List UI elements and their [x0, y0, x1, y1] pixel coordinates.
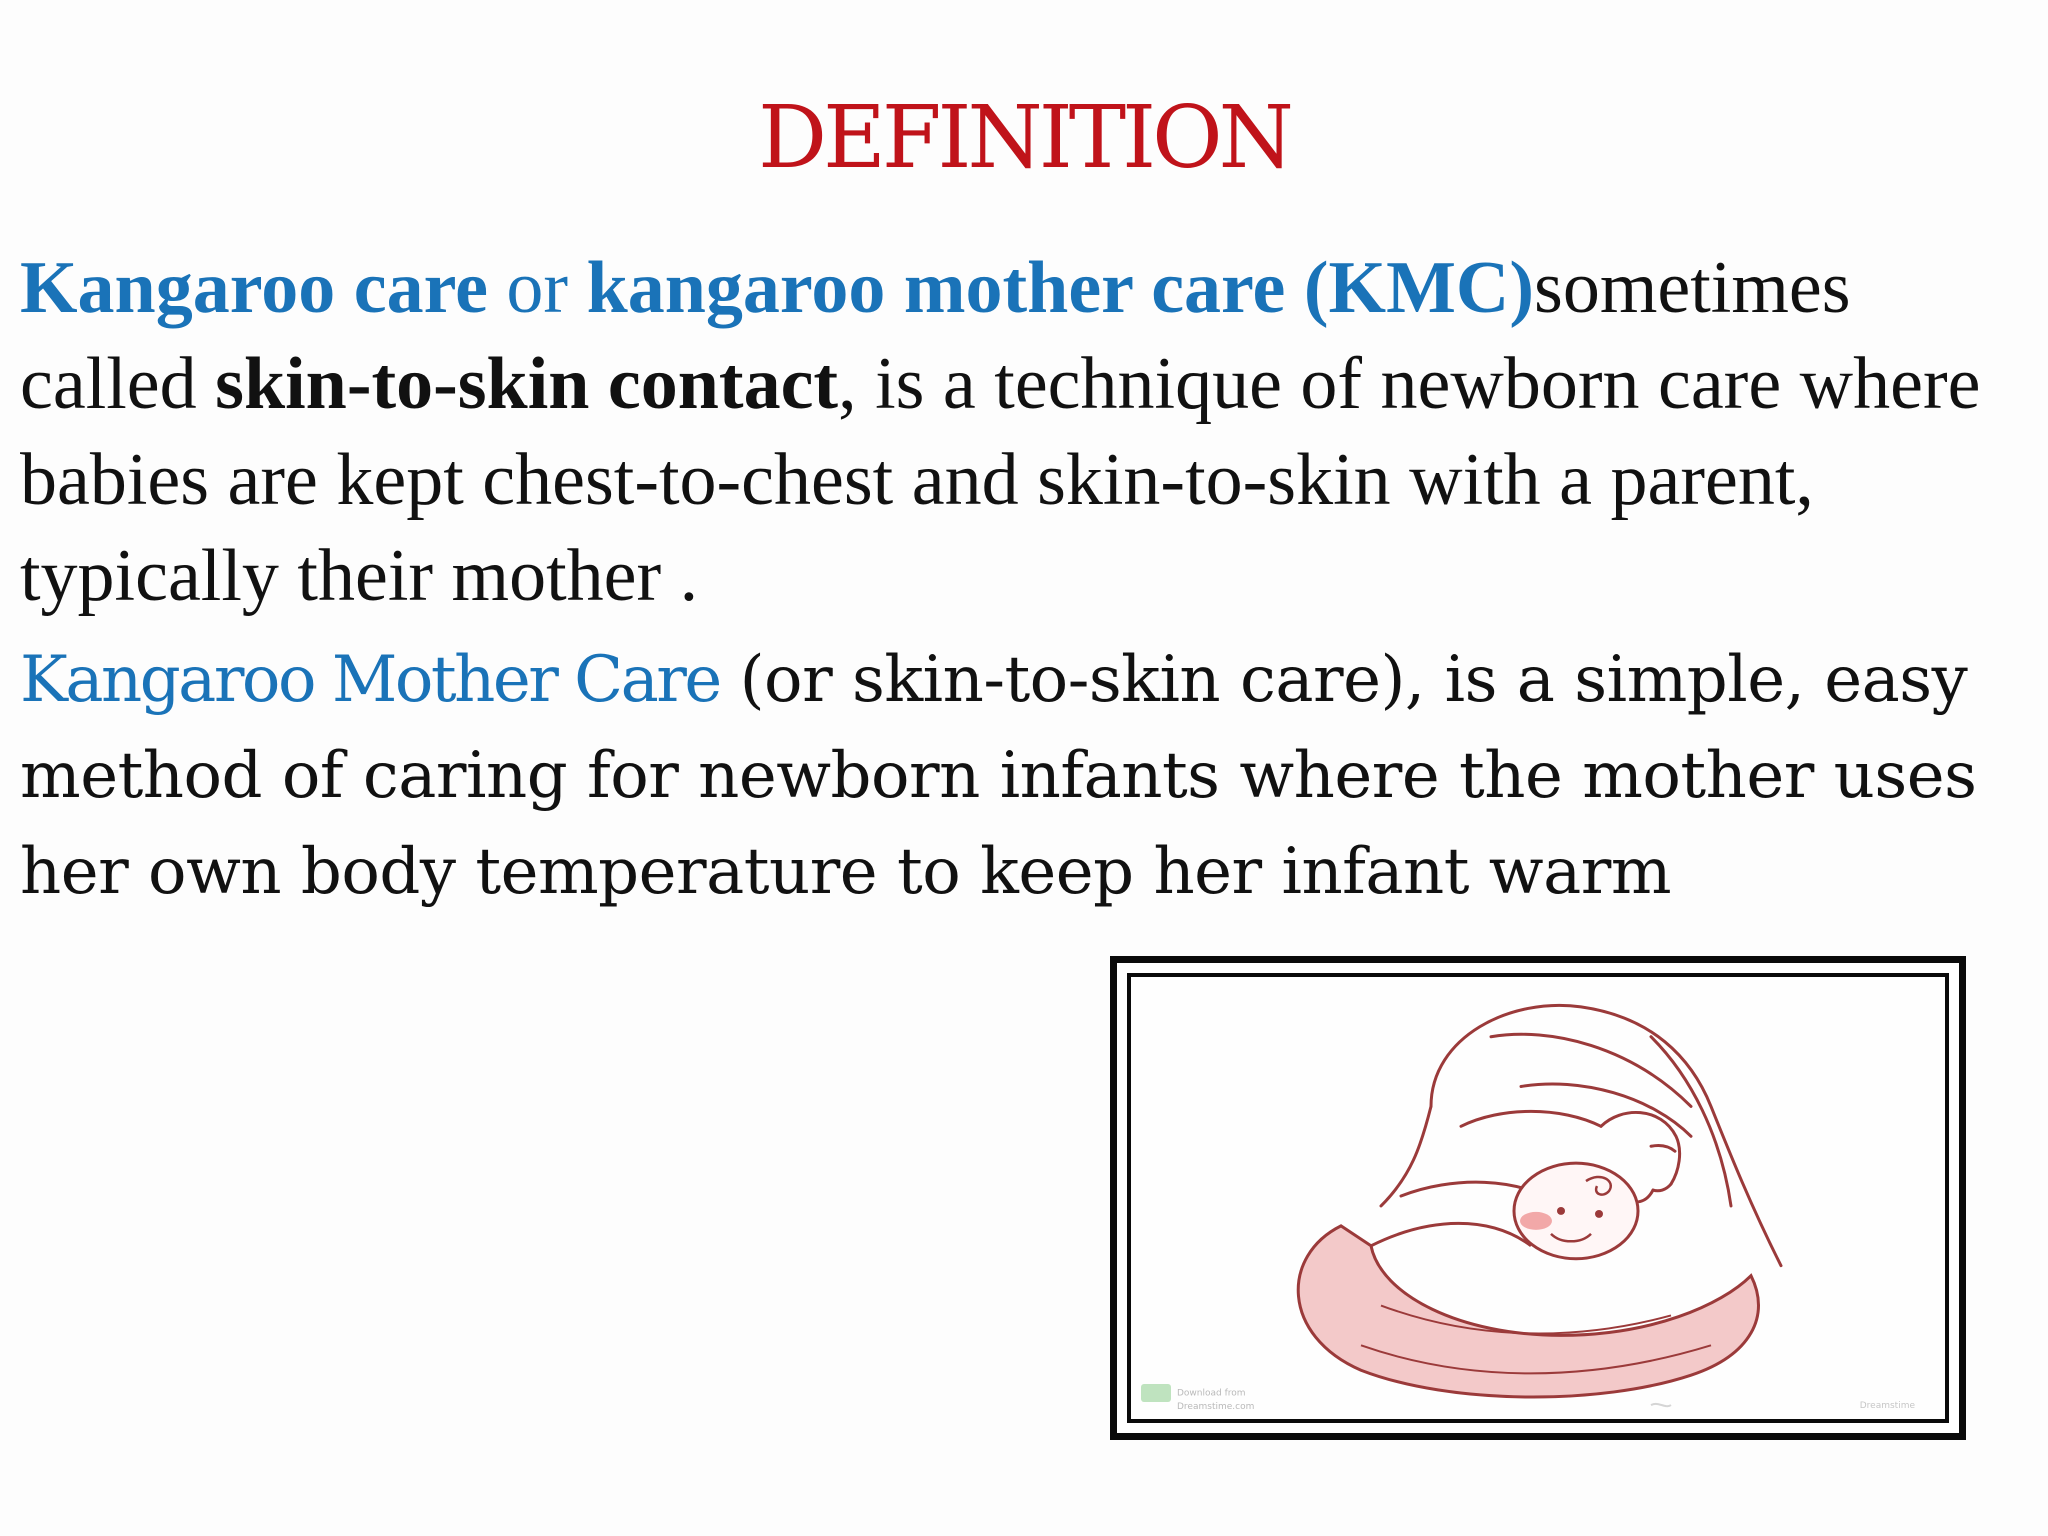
mother-and-baby-illustration — [1131, 977, 1945, 1419]
term-kangaroo-mother-care-2: Kangaroo Mother Care — [20, 643, 720, 717]
credit-line-1: Download from — [1177, 1388, 1246, 1399]
illustration-frame — [1110, 956, 1966, 1440]
image-credit-right: Dreamstime — [1859, 1401, 1915, 1411]
image-credit — [1141, 1384, 1254, 1413]
term-kangaroo-care: Kangaroo care — [20, 247, 488, 329]
credit-line-2: Dreamstime.com — [1177, 1402, 1255, 1412]
paragraph-1-text-b: , is a technique of newborn care where babies are kept chest-to-chest and skin-to-skin with a parent, typically their mother . — [20, 343, 1981, 617]
term-connector: or — [487, 247, 587, 329]
illustration-frame-inner — [1127, 973, 1949, 1423]
term-kangaroo-mother-care: kangaroo mother care (KMC) — [586, 247, 1535, 329]
paragraph-1-text-a: sometimes called — [20, 247, 1851, 425]
definition-paragraph-2 — [20, 632, 2040, 920]
stock-badge-icon — [1141, 1384, 1171, 1402]
slide-title: DEFINITION — [758, 88, 1290, 188]
definition-paragraph-1 — [20, 240, 2030, 624]
paragraph-2-text: (or skin-to-skin care), is a simple, easy method of caring for newborn infants where the mother uses her own body temperature to keep her infant warm — [20, 643, 1977, 909]
term-skin-to-skin-contact: skin-to-skin contact — [215, 343, 839, 425]
